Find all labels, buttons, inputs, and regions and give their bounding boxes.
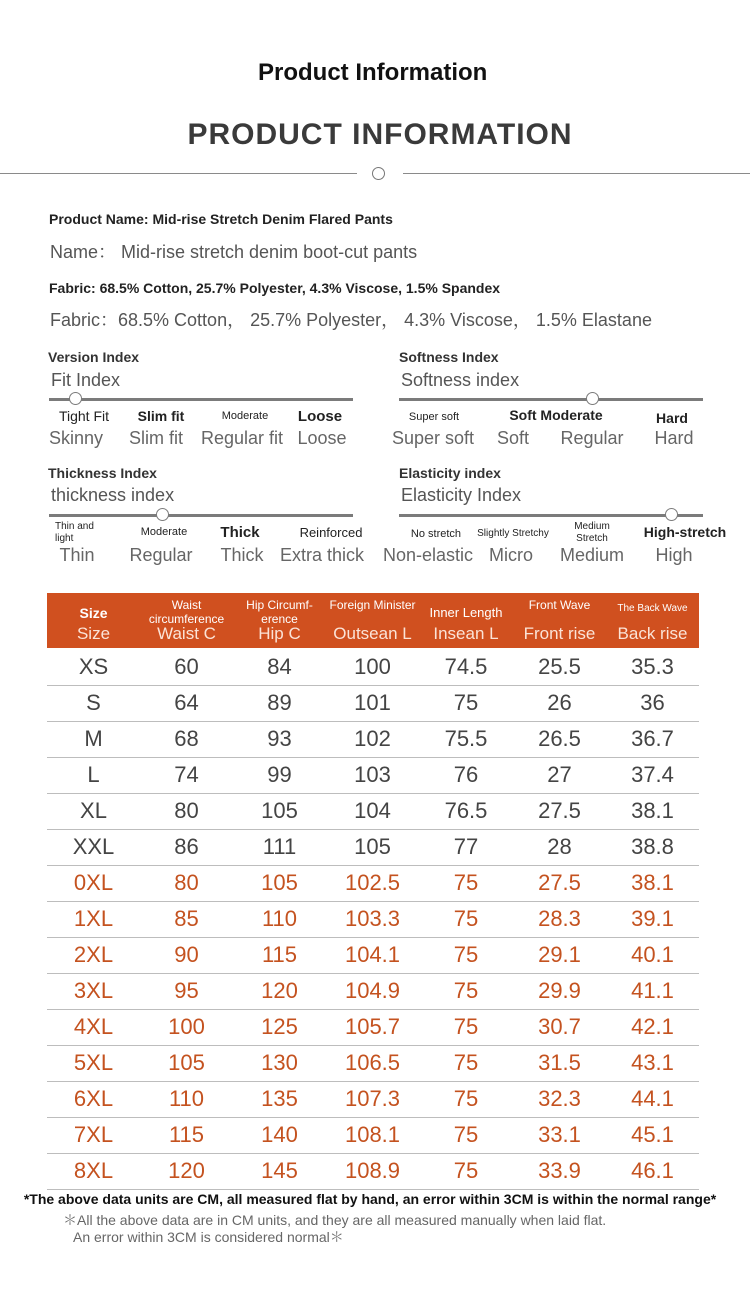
cell-size: 8XL [73, 1158, 114, 1183]
measurement-note-alt-line-1: ＊All the above data are in CM units, and they are all measured manually when laid flat. [63, 1212, 607, 1228]
table-row [47, 757, 699, 794]
cell-front-rise: 27.5 [538, 798, 581, 823]
cell-inseam: 75 [453, 1122, 479, 1147]
elasticity-index-knob [665, 508, 678, 521]
elasticity-value-2: Medium [559, 545, 625, 565]
softness-label-0: Super soft [408, 411, 460, 423]
cell-hip: 89 [267, 690, 292, 715]
thickness-value-3: Extra thick [279, 545, 365, 565]
elasticity-label-1: Slightly Stretchy [477, 528, 549, 539]
cell-back-rise: 46.1 [631, 1158, 674, 1183]
softness-index-heading: Softness Index [399, 349, 499, 365]
cell-front-rise: 28 [547, 834, 572, 859]
cell-back-rise: 36 [640, 690, 665, 715]
cell-hip: 99 [267, 762, 292, 787]
cell-inseam: 75 [453, 1014, 479, 1039]
table-row [47, 649, 699, 686]
thickness-value-0: Thin [59, 545, 95, 565]
table-row [47, 721, 699, 758]
thickness-label-2: Thick [220, 524, 260, 541]
thickness-index-subheading: thickness index [51, 485, 175, 505]
cell-inseam: 75 [453, 870, 479, 895]
cell-hip: 135 [261, 1086, 298, 1111]
softness-index-track [399, 398, 703, 401]
softness-value-0: Super soft [391, 428, 475, 448]
measurement-note-alt [63, 1212, 663, 1246]
cell-hip: 110 [261, 906, 298, 931]
cell-inseam: 74.5 [444, 654, 488, 679]
elasticity-value-1: Micro [489, 545, 533, 565]
version-value-3: Loose [297, 428, 347, 448]
version-label-2: Moderate [221, 410, 269, 422]
product-fabric-alt: Fabric：68.5% Cotton， 25.7% Polyester， 4.3% Viscose， 1.5% Elastane [50, 310, 652, 330]
cell-inseam: 75 [453, 690, 479, 715]
version-label-3: Loose [297, 408, 343, 425]
cell-hip: 120 [261, 978, 298, 1003]
measurement-note-alt-line-2: An error within 3CM is considered normal＊ [73, 1229, 344, 1245]
cell-back-rise: 45.1 [631, 1122, 674, 1147]
cell-waist: 110 [168, 1086, 205, 1111]
header-back-rise: The Back Wave Back rise [617, 603, 688, 643]
header-outseam: Foreign Minister Outsean L [329, 598, 416, 643]
header-waist: Waist circumference Waist C [148, 598, 225, 643]
cell-size: 5XL [73, 1050, 114, 1075]
version-label-1: Slim fit [137, 408, 185, 424]
thickness-label-3: Reinforced [299, 525, 363, 540]
cell-outseam: 102 [354, 726, 391, 751]
cell-hip: 84 [267, 654, 292, 679]
cell-back-rise: 38.1 [631, 870, 674, 895]
cell-front-rise: 27.5 [538, 870, 581, 895]
cell-size: S [86, 690, 101, 715]
cell-front-rise: 31.5 [538, 1050, 581, 1075]
cell-hip: 130 [261, 1050, 298, 1075]
thickness-index-knob [156, 508, 169, 521]
cell-back-rise: 40.1 [631, 942, 674, 967]
cell-hip: 93 [267, 726, 292, 751]
cell-waist: 115 [168, 1122, 205, 1147]
thickness-index-heading: Thickness Index [48, 465, 157, 481]
cell-outseam: 100 [354, 654, 391, 679]
softness-label-1: Soft Moderate [509, 407, 603, 423]
elasticity-value-3: High [655, 545, 693, 565]
cell-size: 3XL [73, 978, 114, 1003]
cell-inseam: 75 [453, 978, 479, 1003]
cell-inseam: 76.5 [444, 798, 488, 823]
table-row [47, 937, 699, 974]
cell-size: 2XL [73, 942, 114, 967]
cell-waist: 120 [168, 1158, 205, 1183]
cell-size: 7XL [73, 1122, 114, 1147]
cell-back-rise: 41.1 [631, 978, 674, 1003]
cell-inseam: 76 [453, 762, 479, 787]
cell-back-rise: 44.1 [631, 1086, 674, 1111]
cell-front-rise: 29.9 [538, 978, 581, 1003]
cell-front-rise: 26.5 [538, 726, 581, 751]
divider-left [0, 173, 357, 174]
cell-inseam: 77 [453, 834, 479, 859]
cell-waist: 95 [174, 978, 199, 1003]
cell-outseam: 102.5 [344, 870, 401, 895]
cell-inseam: 75 [453, 1086, 479, 1111]
version-index-subheading: Fit Index [51, 370, 121, 390]
cell-hip: 125 [261, 1014, 298, 1039]
divider-circle-icon [372, 167, 385, 180]
elasticity-label-3: High-stretch [643, 524, 727, 540]
cell-outseam: 105 [354, 834, 391, 859]
cell-waist: 80 [174, 798, 199, 823]
cell-front-rise: 33.9 [538, 1158, 581, 1183]
cell-size: 1XL [73, 906, 114, 931]
cell-hip: 105 [261, 798, 298, 823]
page-title-small: Product Information [258, 59, 488, 86]
cell-front-rise: 32.3 [538, 1086, 581, 1111]
table-row [47, 1117, 699, 1154]
cell-waist: 80 [174, 870, 199, 895]
cell-size: XL [80, 798, 107, 823]
header-hip: Hip Circumf-erence Hip C [246, 598, 313, 643]
cell-size: XXL [72, 834, 115, 859]
cell-back-rise: 42.1 [631, 1014, 674, 1039]
cell-waist: 74 [174, 762, 199, 787]
table-row [47, 901, 699, 938]
cell-front-rise: 27 [547, 762, 572, 787]
cell-hip: 105 [261, 870, 298, 895]
softness-value-2: Regular [560, 428, 624, 448]
table-row [47, 1153, 699, 1190]
cell-inseam: 75 [453, 1050, 479, 1075]
divider-right [403, 173, 750, 174]
table-row [47, 829, 699, 866]
elasticity-value-0: Non-elastic [382, 545, 474, 565]
cell-waist: 68 [174, 726, 199, 751]
cell-outseam: 106.5 [344, 1050, 401, 1075]
cell-outseam: 107.3 [344, 1086, 401, 1111]
cell-outseam: 105.7 [344, 1014, 401, 1039]
version-value-2: Regular fit [200, 428, 284, 448]
header-size: Size Size [76, 605, 111, 643]
table-row [47, 865, 699, 902]
cell-back-rise: 43.1 [631, 1050, 674, 1075]
cell-size: XS [78, 654, 109, 679]
cell-size: 4XL [73, 1014, 114, 1039]
cell-back-rise: 38.8 [631, 834, 674, 859]
cell-outseam: 103.3 [344, 906, 401, 931]
product-fabric: Fabric: 68.5% Cotton, 25.7% Polyester, 4.3% Viscose, 1.5% Spandex [49, 280, 501, 296]
cell-front-rise: 30.7 [538, 1014, 581, 1039]
version-value-1: Slim fit [129, 428, 183, 448]
cell-inseam: 75 [453, 942, 479, 967]
cell-inseam: 75 [453, 906, 479, 931]
cell-front-rise: 28.3 [538, 906, 581, 931]
softness-value-1: Soft [496, 428, 530, 448]
elasticity-label-0: No stretch [410, 528, 462, 540]
softness-index-knob [586, 392, 599, 405]
cell-back-rise: 39.1 [631, 906, 674, 931]
page-title: PRODUCT INFORMATION [187, 118, 573, 151]
size-table-header [47, 593, 699, 648]
table-row [47, 973, 699, 1010]
cell-waist: 86 [174, 834, 199, 859]
cell-outseam: 108.9 [344, 1158, 401, 1183]
elasticity-index-track [399, 514, 703, 517]
softness-label-2: Hard [656, 410, 688, 426]
measurement-note: *The above data units are CM, all measured flat by hand, an error within 3CM is within the normal range* [23, 1191, 717, 1207]
cell-back-rise: 36.7 [631, 726, 674, 751]
version-index-track [49, 398, 353, 401]
cell-outseam: 104 [354, 798, 391, 823]
cell-waist: 90 [174, 942, 199, 967]
cell-front-rise: 25.5 [538, 654, 581, 679]
thickness-index-track [49, 514, 353, 517]
cell-waist: 60 [174, 654, 199, 679]
cell-size: 0XL [73, 870, 114, 895]
softness-value-3: Hard [654, 428, 694, 448]
cell-size: 6XL [73, 1086, 114, 1111]
cell-hip: 140 [261, 1122, 298, 1147]
cell-hip: 145 [261, 1158, 298, 1183]
version-value-0: Skinny [48, 428, 104, 448]
table-row [47, 685, 699, 722]
cell-size: M [84, 726, 103, 751]
elasticity-index-heading: Elasticity index [399, 465, 501, 481]
cell-outseam: 108.1 [344, 1122, 401, 1147]
cell-front-rise: 26 [547, 690, 572, 715]
thickness-value-1: Regular [129, 545, 193, 565]
cell-inseam: 75.5 [444, 726, 488, 751]
cell-waist: 105 [168, 1050, 205, 1075]
cell-waist: 85 [174, 906, 199, 931]
cell-back-rise: 38.1 [631, 798, 674, 823]
cell-size: L [87, 762, 100, 787]
cell-outseam: 104.9 [344, 978, 401, 1003]
thickness-value-2: Thick [220, 545, 264, 565]
table-row [47, 793, 699, 830]
version-index-heading: Version Index [48, 349, 140, 365]
cell-front-rise: 29.1 [538, 942, 581, 967]
table-row [47, 1045, 699, 1082]
cell-hip: 111 [262, 834, 297, 859]
table-row [47, 1081, 699, 1118]
cell-waist: 64 [174, 690, 199, 715]
product-name: Product Name: Mid-rise Stretch Denim Flared Pants [49, 211, 393, 227]
version-index-knob [69, 392, 82, 405]
cell-front-rise: 33.1 [538, 1122, 581, 1147]
header-inseam: Inner Length Insean L [429, 605, 503, 643]
thickness-label-1: Moderate [140, 526, 188, 538]
version-label-0: Tight Fit [58, 408, 110, 424]
elasticity-label-2: Medium Stretch [574, 521, 610, 544]
product-name-alt: Name： Mid-rise stretch denim boot-cut pants [50, 242, 418, 262]
elasticity-index-subheading: Elasticity Index [401, 485, 522, 505]
table-row [47, 1009, 699, 1046]
cell-waist: 100 [168, 1014, 205, 1039]
header-front-rise: Front Wave Front rise [523, 598, 596, 643]
thickness-label-0: Thin and light [55, 521, 94, 544]
cell-outseam: 101 [354, 690, 391, 715]
cell-outseam: 103 [354, 762, 391, 787]
cell-outseam: 104.1 [344, 942, 401, 967]
cell-hip: 115 [261, 942, 298, 967]
cell-inseam: 75 [453, 1158, 479, 1183]
cell-back-rise: 35.3 [631, 654, 674, 679]
softness-index-subheading: Softness index [401, 370, 520, 390]
cell-back-rise: 37.4 [631, 762, 674, 787]
